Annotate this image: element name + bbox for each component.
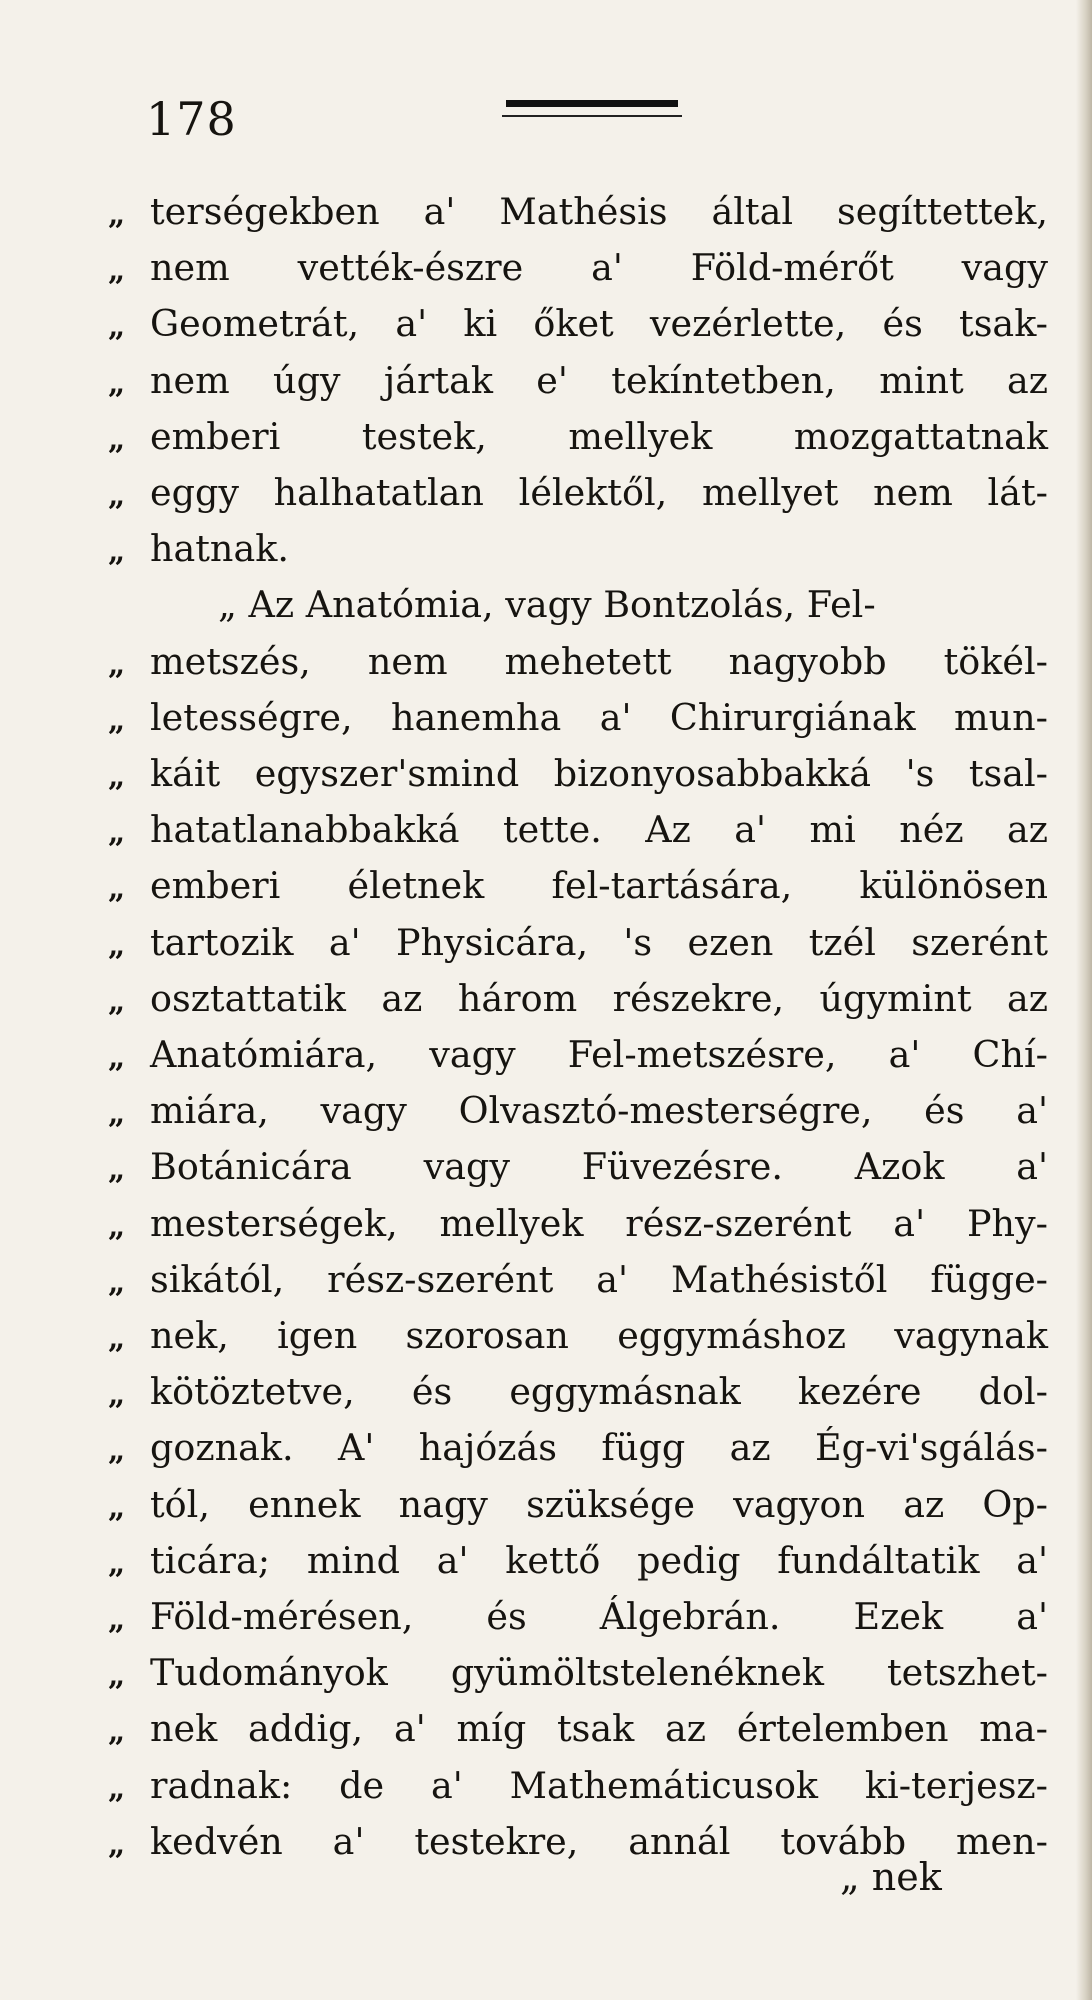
- quote-mark: „: [108, 702, 126, 738]
- line-text: Föld-mérésen, és Álgebrán. Ezek a': [150, 1595, 1048, 1638]
- text-line: [108, 182, 1050, 242]
- text-line: [108, 1643, 1050, 1703]
- text-line: [108, 913, 1050, 973]
- page-number: 178: [146, 92, 237, 146]
- line-text: Tudományok gyümöltstelenéknek tetszhet-: [150, 1651, 1048, 1695]
- text-line: [108, 407, 1050, 467]
- text-line: [108, 1137, 1050, 1197]
- line-text: hatatlanabbakká tette. Az a' mi néz az: [150, 808, 1048, 852]
- line-text: nem vették-észre a' Föld-mérőt vagy: [150, 246, 1048, 290]
- text-line: [108, 1475, 1050, 1535]
- text-line: [108, 1194, 1050, 1254]
- quote-mark: „: [108, 983, 126, 1019]
- quote-mark: „: [108, 1377, 126, 1413]
- quote-mark: „: [108, 927, 126, 963]
- text-line: [108, 688, 1050, 748]
- line-text: emberi testek, mellyek mozgattatnak: [150, 414, 1048, 458]
- line-text: „ Az Anatómia, vagy Bontzolás, Fel-: [218, 583, 876, 627]
- quote-mark: „: [108, 478, 126, 513]
- text-line: [108, 1362, 1050, 1422]
- quote-mark: „: [108, 871, 126, 907]
- text-line: [108, 463, 1050, 523]
- quote-mark: „: [108, 421, 126, 457]
- quote-mark: „: [108, 1096, 126, 1132]
- quote-mark: „: [108, 646, 126, 682]
- line-text: emberi életnek fel-tartására, különösen: [150, 864, 1048, 908]
- quote-mark: „: [108, 1433, 126, 1469]
- line-text: nek addig, a' míg tsak az értelemben ma-: [150, 1707, 1048, 1751]
- text-line: [108, 519, 1050, 579]
- quote-mark: „: [108, 1152, 126, 1188]
- text-line: [108, 1306, 1050, 1366]
- quote-mark: „: [108, 1489, 126, 1525]
- quote-mark: „: [108, 534, 126, 570]
- line-text: mesterségek, mellyek rész-szerént a' Phy-: [150, 1201, 1048, 1245]
- quote-mark: „: [108, 1264, 126, 1300]
- line-text: ticára; mind a' kettő pedig fundáltatik a': [150, 1538, 1048, 1582]
- text-line: [108, 1250, 1050, 1310]
- text-line: [108, 632, 1050, 692]
- line-text: tól, ennek nagy szüksége vagyon az Op-: [150, 1482, 1048, 1526]
- text-line: [108, 1418, 1050, 1478]
- text-line: [108, 744, 1050, 804]
- line-text: Geometrát, a' ki őket vezérlette, és tsak-: [150, 302, 1048, 346]
- quote-mark: „: [108, 365, 126, 401]
- text-line: [108, 1025, 1050, 1085]
- quote-mark: „: [108, 1826, 126, 1862]
- line-text: miára, vagy Olvasztó-mesterségre, és a': [150, 1089, 1048, 1133]
- text-line: [108, 856, 1050, 916]
- text-line: [108, 294, 1050, 354]
- line-text: radnak: de a' Mathemáticusok ki-terjesz-: [150, 1763, 1048, 1807]
- text-line: [108, 575, 1092, 635]
- text-line: [108, 351, 1050, 411]
- line-text: Anatómiára, vagy Fel-metszésre, a' Chí-: [150, 1033, 1048, 1076]
- line-text: eggy halhatatlan lélektől, mellyet nem lát-: [150, 471, 1048, 514]
- quote-mark: „: [108, 759, 126, 794]
- quote-mark: „: [108, 1658, 126, 1694]
- line-text: letességre, hanemha a' Chirurgiának mun-: [150, 695, 1048, 739]
- text-line: [108, 1756, 1050, 1816]
- quote-mark: „: [108, 815, 126, 851]
- quote-mark: „: [108, 1208, 126, 1244]
- quote-mark: „: [108, 1770, 126, 1806]
- line-text: nem úgy jártak e' tekíntetben, mint az: [150, 358, 1048, 402]
- quote-mark: „: [108, 309, 126, 345]
- line-text: káit egyszer'smind bizonyosabbakká 's tsal-: [150, 752, 1048, 795]
- header-rule: [502, 100, 682, 118]
- text-line: [108, 800, 1050, 860]
- line-text: terségekben a' Mathésis által segíttettek,: [150, 190, 1048, 233]
- line-text: hatnak.: [150, 527, 289, 571]
- quote-mark: „: [108, 1040, 126, 1075]
- line-text: kötöztetve, és eggymásnak kezére dol-: [150, 1370, 1048, 1414]
- quote-mark: „: [108, 1545, 126, 1581]
- line-text: Botánicára vagy Füvezésre. Azok a': [150, 1145, 1048, 1189]
- line-text: metszés, nem mehetett nagyobb tökél-: [150, 639, 1048, 683]
- text-line: [108, 1587, 1050, 1647]
- line-text: osztattatik az három részekre, úgymint az: [150, 976, 1048, 1020]
- line-text: tartozik a' Physicára, 's ezen tzél szerént: [150, 920, 1048, 964]
- text-line: [108, 969, 1050, 1029]
- text-line: [108, 1531, 1050, 1591]
- quote-mark: „: [108, 197, 126, 232]
- line-text: nek, igen szorosan eggymáshoz vagynak: [150, 1314, 1048, 1357]
- quote-mark: „: [108, 1602, 126, 1637]
- line-text: sikától, rész-szerént a' Mathésistől függe-: [150, 1257, 1048, 1301]
- line-text: kedvén a' testekre, annál tovább men-: [150, 1819, 1048, 1863]
- quote-mark: „: [108, 1714, 126, 1750]
- catchword: „ nek: [840, 1855, 942, 1899]
- quote-mark: „: [108, 1321, 126, 1356]
- page-edge: [1076, 0, 1092, 2000]
- text-line: [108, 1699, 1050, 1759]
- line-text: goznak. A' hajózás függ az Ég-vi'sgálás-: [150, 1426, 1048, 1470]
- text-line: [108, 238, 1050, 298]
- quote-mark: „: [108, 253, 126, 289]
- text-line: [108, 1081, 1050, 1141]
